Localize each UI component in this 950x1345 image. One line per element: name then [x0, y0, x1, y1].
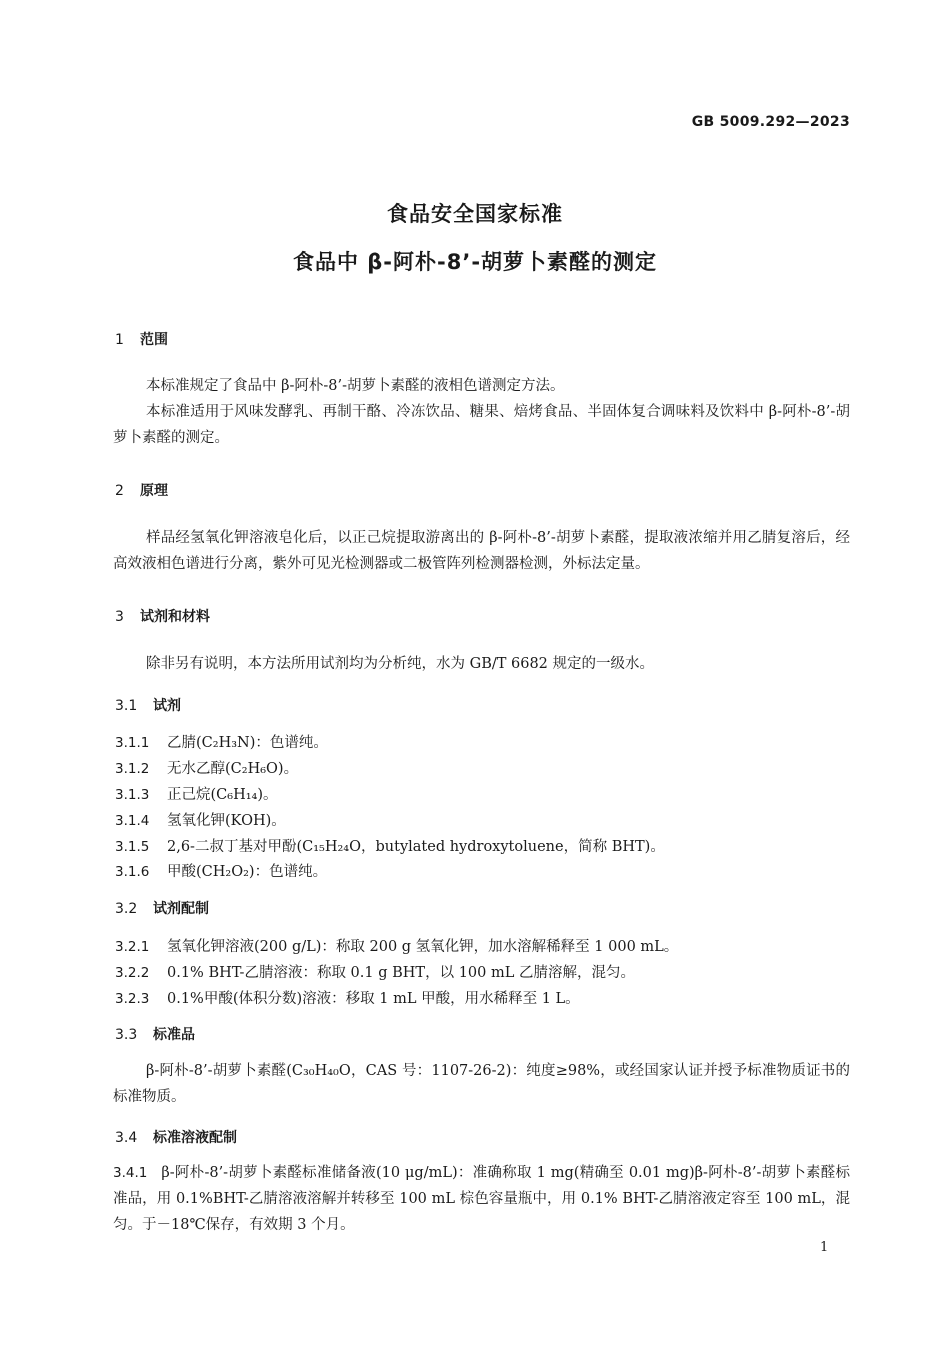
- subsection-title: 标准品: [153, 1027, 195, 1043]
- subsection-title: 试剂: [153, 698, 181, 714]
- document-title-line1: 食品安全国家标准: [387, 202, 563, 226]
- subsection-heading-3-2: [115, 898, 209, 918]
- list-item: 3.1.5 2,6-二叔丁基对甲酚(C₁₅H₂₄O，butylated hydroxytoluene，简称 BHT)。: [115, 839, 665, 855]
- page-number: 1: [820, 1240, 829, 1255]
- section-title: 原理: [140, 483, 168, 499]
- subsection-title: 标准溶液配制: [153, 1130, 237, 1146]
- subsection-number: 3.2: [115, 901, 138, 917]
- subsection-number: 3.3: [115, 1027, 138, 1043]
- list-item: 3.1.3 正己烷(C₆H₁₄)。: [115, 787, 278, 803]
- subsection-title: 试剂配制: [153, 901, 209, 917]
- standard-code: GB 5009.292—2023: [691, 114, 850, 130]
- paragraph: 除非另有说明，本方法所用试剂均为分析纯，水为 GB/T 6682 规定的一级水。: [146, 656, 655, 672]
- list-item: 3.1.1 乙腈(C₂H₃N)：色谱纯。: [115, 735, 328, 751]
- subsection-number: 3.1: [115, 698, 138, 714]
- section-heading-3: [115, 606, 210, 626]
- section-number: 1: [115, 332, 124, 348]
- subsection-heading-3-1: [115, 695, 181, 715]
- subsection-heading-3-4: [115, 1127, 237, 1147]
- document-title-line2: 食品中 β-阿朴-8’-胡萝卜素醛的测定: [292, 250, 658, 274]
- section-heading-2: [115, 480, 168, 500]
- list-item: 3.1.4 氢氧化钾(KOH)。: [115, 813, 286, 829]
- subsection-heading-3-3: [115, 1024, 195, 1044]
- list-item: 3.2.2 0.1% BHT-乙腈溶液：称取 0.1 g BHT，以 100 mL 乙腈溶解，混匀。: [115, 965, 635, 981]
- list-item: 3.1.6 甲酸(CH₂O₂)：色谱纯。: [115, 864, 328, 880]
- section-title: 范围: [140, 332, 168, 348]
- section-title: 试剂和材料: [140, 609, 210, 625]
- paragraph: β-阿朴-8’-胡萝卜素醛(C₃₀H₄₀O，CAS 号：1107-26-2)：纯度≥98%，或经国家认证并授予标准物质证书的标准物质。: [113, 1063, 850, 1105]
- list-item: 3.2.3 0.1%甲酸(体积分数)溶液：移取 1 mL 甲酸，用水稀释至 1 L。: [115, 991, 580, 1007]
- section-heading-1: [115, 329, 168, 349]
- subsection-number: 3.4: [115, 1130, 138, 1146]
- section-number: 3: [115, 609, 124, 625]
- list-item: 3.2.1 氢氧化钾溶液(200 g/L)：称取 200 g 氢氧化钾，加水溶解稀释至 1 000 mL。: [115, 939, 679, 955]
- list-item-paragraph: 3.4.1 β-阿朴-8’-胡萝卜素醛标准储备液(10 μg/mL)：准确称取 1 mg(精确至 0.01 mg)β-阿朴-8’-胡萝卜素醛标准品，用 0.1%BHT-乙腈溶液溶解并转移至 100 mL 棕色容量瓶中，用 0.1% BHT-乙腈溶液定容至 100 mL，混匀。于－18℃保存，有效期 3 个月。: [113, 1165, 850, 1233]
- section-number: 2: [115, 483, 124, 499]
- paragraph: 本标准规定了食品中 β-阿朴-8’-胡萝卜素醛的液相色谱测定方法。: [146, 378, 565, 394]
- list-item: 3.1.2 无水乙醇(C₂H₆O)。: [115, 761, 299, 777]
- paragraph: 本标准适用于风味发酵乳、再制干酪、冷冻饮品、糖果、焙烤食品、半固体复合调味料及饮料中 β-阿朴-8’-胡萝卜素醛的测定。: [113, 404, 850, 446]
- paragraph: 样品经氢氧化钾溶液皂化后，以正己烷提取游离出的 β-阿朴-8’-胡萝卜素醛，提取液浓缩并用乙腈复溶后，经高效液相色谱进行分离，紫外可见光检测器或二极管阵列检测器检测，外标法定量。: [113, 530, 850, 572]
